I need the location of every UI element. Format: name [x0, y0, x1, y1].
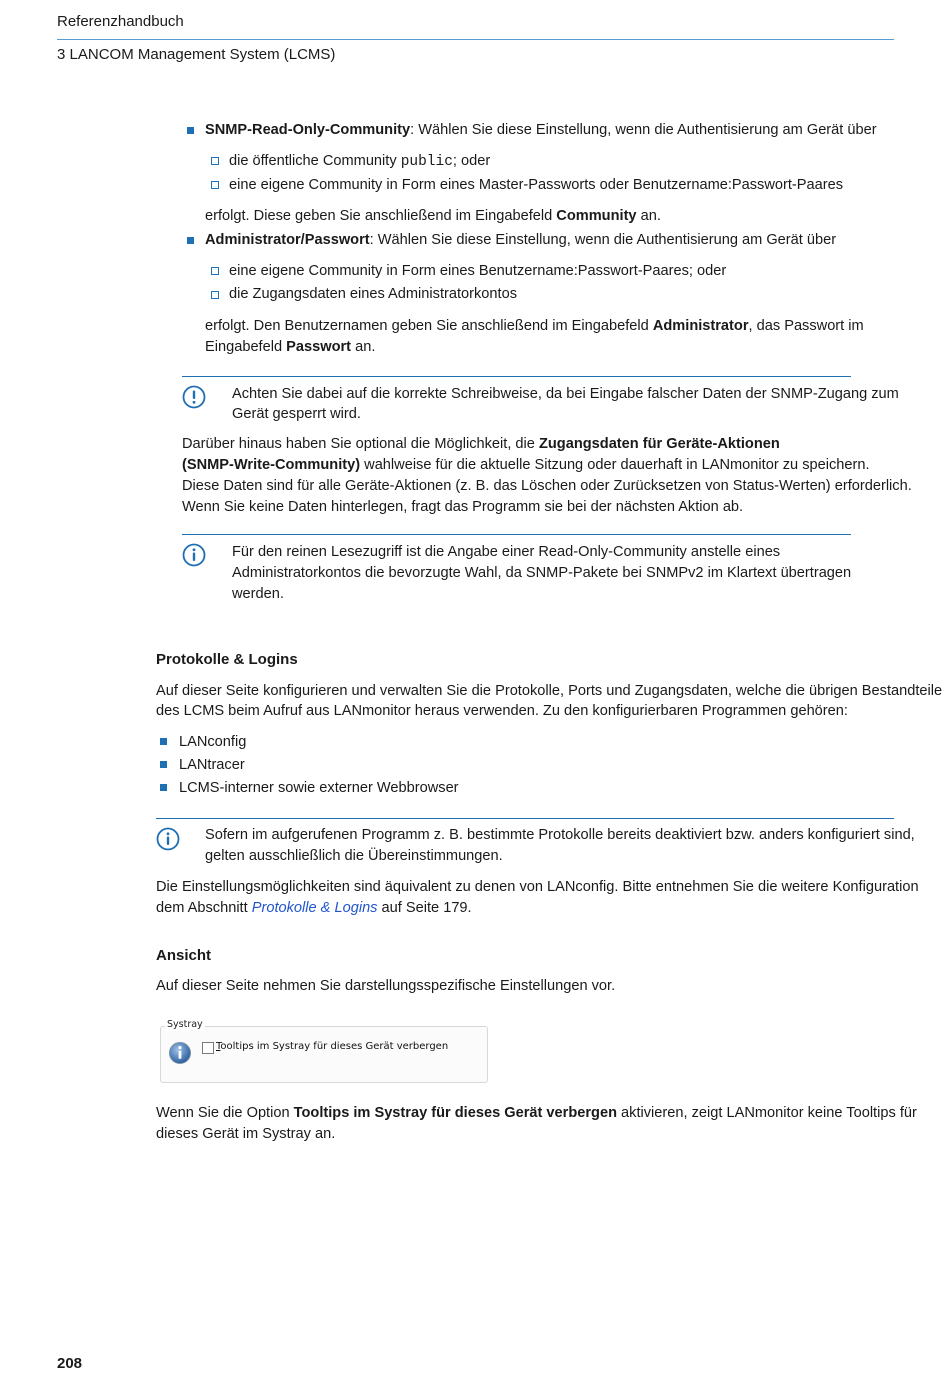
paragraph-line	[156, 898, 472, 919]
tooltips-hide-checkbox-label[interactable]: Tooltips im Systray für dieses Gerät verbergen	[216, 1041, 449, 1052]
paragraph-line: Die Einstellungsmöglichkeiten sind äquivalent zu denen von LANconfig. Bitte entnehmen Sie die weitere Konfiguration	[156, 879, 919, 895]
field-name: Passwort	[286, 339, 352, 355]
info-text-line: Administratorkontos die bevorzugte Wahl, da SNMP-Pakete bei SNMPv2 im Klartext übertragen	[232, 565, 852, 581]
text: aktivieren, zeigt LANmonitor keine Tooltips für	[617, 1105, 917, 1121]
text: an.	[636, 208, 661, 224]
item-text: : Wählen Sie diese Einstellung, wenn die Authentisierung am Gerät über	[369, 232, 837, 248]
groupbox-systray	[160, 1026, 488, 1083]
bullet-hollow-icon	[211, 291, 219, 299]
item-text: : Wählen Sie diese Einstellung, wenn die Authentisierung am Gerät über	[410, 122, 877, 138]
bullet-hollow-icon	[211, 267, 219, 275]
sub-list-item: eine eigene Community in Form eines Master-Passworts oder Benutzername:Passwort-Paares	[229, 177, 844, 193]
info-balloon-icon	[168, 1041, 192, 1065]
page-number: 208	[57, 1355, 83, 1372]
note-rule	[156, 818, 894, 819]
code-public: public	[400, 154, 453, 170]
exclamation-circle-icon	[182, 385, 206, 409]
text: erfolgt. Diese geben Sie anschließend im Eingabefeld	[205, 208, 557, 224]
list-item: LANtracer	[179, 757, 245, 773]
paragraph-line: Diese Daten sind für alle Geräte-Aktionen (z. B. das Löschen oder Zurücksetzen von Status-Werten) erforderlich.	[182, 478, 912, 494]
text: an.	[351, 339, 376, 355]
note-rule	[182, 534, 851, 535]
text: , das Passwort im	[748, 318, 864, 334]
paragraph-line: dieses Gerät im Systray an.	[156, 1126, 336, 1142]
paragraph-line: des LCMS beim Aufruf aus LANmonitor heraus verwenden. Zu den konfigurierbaren Programmen gehören:	[156, 703, 848, 719]
sub-list-item: eine eigene Community in Form eines Benutzername:Passwort-Paares; oder	[229, 263, 727, 279]
field-name: Community	[556, 208, 637, 224]
sub-text: ; oder	[452, 153, 491, 169]
text: wahlweise für die aktuelle Sitzung oder dauerhaft in LANmonitor zu speichern.	[360, 457, 870, 473]
running-header-chapter: 3 LANCOM Management System (LCMS)	[57, 46, 336, 63]
running-header-title: Referenzhandbuch	[57, 13, 184, 30]
info-text-line: gelten ausschließlich die Übereinstimmungen.	[205, 848, 503, 864]
text: Wenn Sie die Option	[156, 1105, 294, 1121]
section-heading-protokolle: Protokolle & Logins	[156, 651, 298, 668]
list-item	[205, 230, 836, 251]
info-circle-icon	[182, 543, 206, 567]
option-name: Tooltips im Systray für dieses Gerät verbergen	[293, 1105, 617, 1121]
info-text-line: Sofern im aufgerufenen Programm z. B. bestimmte Protokolle bereits deaktiviert bzw. anders konfiguriert sind,	[205, 827, 915, 843]
bullet-square-icon	[187, 127, 194, 134]
groupbox-label: Systray	[167, 1019, 203, 1030]
text: auf Seite 179.	[377, 900, 472, 916]
list-item	[205, 120, 877, 141]
bullet-square-icon	[187, 237, 194, 244]
list-item: LCMS-interner sowie externer Webbrowser	[179, 780, 459, 796]
bullet-square-icon	[160, 738, 167, 745]
cross-reference-link[interactable]: Protokolle & Logins	[251, 900, 378, 916]
field-name: Administrator	[652, 318, 749, 334]
text: Darüber hinaus haben Sie optional die Möglichkeit, die	[182, 436, 539, 452]
paragraph-line: Wenn Sie keine Daten hinterlegen, fragt das Programm sie bei der nächsten Aktion ab.	[182, 499, 744, 515]
note-rule	[182, 376, 851, 377]
paragraph-line	[182, 455, 870, 476]
paragraph-line	[156, 1103, 917, 1124]
info-text-line: werden.	[232, 586, 284, 602]
emphasis: (SNMP-Write-Community)	[182, 457, 361, 473]
text: erfolgt. Den Benutzernamen geben Sie anschließend im Eingabefeld	[205, 318, 653, 334]
text: Eingabefeld	[205, 339, 287, 355]
text: dem Abschnitt	[156, 900, 252, 916]
bullet-hollow-icon	[211, 157, 219, 165]
term-administrator-passwort: Administrator/Passwort	[205, 232, 370, 248]
info-circle-icon	[156, 827, 180, 851]
bullet-hollow-icon	[211, 181, 219, 189]
section-heading-ansicht: Ansicht	[156, 947, 212, 964]
sub-list-item	[229, 151, 490, 173]
paragraph-line: Auf dieser Seite konfigurieren und verwalten Sie die Protokolle, Ports und Zugangsdaten, welche die übrigen Bestandteile	[156, 683, 943, 699]
emphasis: Zugangsdaten für Geräte-Aktionen	[538, 436, 780, 452]
list-item: LANconfig	[179, 734, 247, 750]
bullet-square-icon	[160, 784, 167, 791]
header-rule	[57, 39, 894, 40]
warning-text-line: Achten Sie dabei auf die korrekte Schreibweise, da bei Eingabe falscher Daten der SNMP-Zugang zum	[232, 386, 899, 402]
paragraph-line: Auf dieser Seite nehmen Sie darstellungsspezifische Einstellungen vor.	[156, 978, 616, 994]
tooltips-hide-checkbox[interactable]	[202, 1042, 214, 1054]
paragraph-line	[182, 434, 780, 455]
item-continuation	[205, 316, 864, 337]
sub-text: die öffentliche Community	[229, 153, 401, 169]
bullet-square-icon	[160, 761, 167, 768]
sub-list-item: die Zugangsdaten eines Administratorkontos	[229, 286, 517, 302]
item-continuation	[205, 206, 661, 227]
term-snmp-read-only: SNMP-Read-Only-Community	[205, 122, 411, 138]
item-continuation	[205, 337, 375, 358]
warning-text-line: Gerät gesperrt wird.	[232, 406, 361, 422]
info-text-line: Für den reinen Lesezugriff ist die Angabe einer Read-Only-Community anstelle eines	[232, 544, 781, 560]
